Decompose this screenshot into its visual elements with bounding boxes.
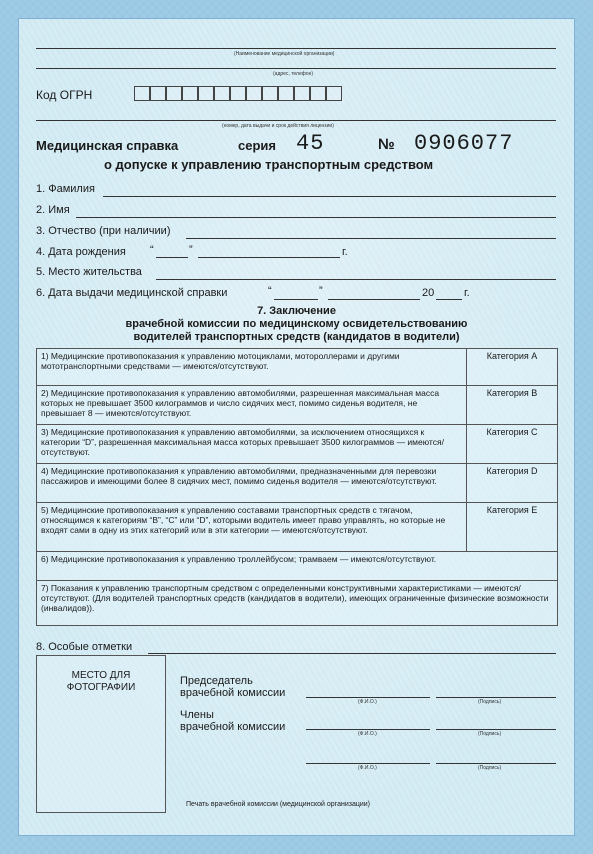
special-notes-line[interactable] [148, 653, 556, 654]
chairman-fio-caption: (Ф.И.О.) [358, 699, 377, 705]
categories-table [36, 348, 558, 626]
category-description: 5) Медицинские противопоказания к управлению составами транспортных средств с тягачом, относящимся к категориям “B”, “C” или “D”, которыми водитель имеет право управлять, но которые не входят сами в одну из этих категорий или в эти категории — имеются/отсутствуют. [37, 503, 467, 552]
table-row [37, 464, 558, 503]
table-row [37, 386, 558, 425]
birthdate-day-line[interactable] [156, 257, 188, 258]
field-birthdate-label: 4. Дата рождения [36, 246, 126, 258]
table-row [37, 503, 558, 552]
birthdate-month-year-line[interactable] [198, 257, 340, 258]
birthdate-year-suffix: г. [342, 246, 348, 258]
table-row [37, 581, 558, 626]
members-label-1: Члены [180, 709, 214, 721]
category-label: Категория A [467, 349, 558, 386]
ogrn-digit-box[interactable] [310, 86, 326, 101]
chairman-label-2: врачебной комиссии [180, 687, 286, 699]
member1-signature-line[interactable] [436, 729, 556, 730]
ogrn-digit-box[interactable] [166, 86, 182, 101]
member2-signature-line[interactable] [436, 763, 556, 764]
category-description: 2) Медицинские противопоказания к управлению автомобилями, разрешенная максимальная масса которых не превышает 3500 килограммов и число сидячих мест, помимо сиденья водителя, не превышает 8 — имеются/отсутствуют. [37, 386, 467, 425]
field-residence-line[interactable] [156, 279, 556, 280]
chairman-label-1: Председатель [180, 675, 253, 687]
field-patronymic-label: 3. Отчество (при наличии) [36, 225, 171, 237]
ogrn-digit-box[interactable] [278, 86, 294, 101]
issue-date-quote-close: ” [319, 285, 323, 297]
category-description: 4) Медицинские противопоказания к управлению автомобилями, предназначенными для перевозки пассажиров и имеющими более 8 сидячих мест, помимо сиденья водителя — имеются/отсутствуют. [37, 464, 467, 503]
org-name-line [36, 48, 556, 49]
photo-placeholder [36, 655, 166, 813]
doc-subtitle: о допуске к управлению транспортным средством [104, 157, 434, 172]
ogrn-digit-box[interactable] [150, 86, 166, 101]
special-notes-label: 8. Особые отметки [36, 641, 133, 653]
series-value: 45 [296, 131, 325, 156]
serial-number: 0906077 [414, 131, 514, 156]
issue-date-year-line[interactable] [436, 299, 462, 300]
field-patronymic-line[interactable] [186, 238, 556, 239]
conclusion-subheading-2: водителей транспортных средств (кандидатов в водители) [133, 331, 460, 343]
ogrn-digit-box[interactable] [230, 86, 246, 101]
category-label: Категория D [467, 464, 558, 503]
license-caption: (номер, дата выдачи и срок действия лицензии) [222, 123, 334, 129]
photo-label: МЕСТО ДЛЯ ФОТОГРАФИИ [66, 670, 136, 693]
issue-date-month-line[interactable] [328, 299, 420, 300]
ogrn-digit-box[interactable] [262, 86, 278, 101]
ogrn-digit-box[interactable] [294, 86, 310, 101]
table-row [37, 552, 558, 581]
category-label: Категория C [467, 425, 558, 464]
birthdate-quote-open: “ [150, 244, 154, 256]
ogrn-digit-box[interactable] [246, 86, 262, 101]
member1-fio-caption: (Ф.И.О.) [358, 731, 377, 737]
ogrn-digit-box[interactable] [134, 86, 150, 101]
ogrn-digit-box[interactable] [198, 86, 214, 101]
ogrn-digit-box[interactable] [326, 86, 342, 101]
member1-fio-line[interactable] [306, 729, 430, 730]
address-caption: (адрес, телефон) [273, 71, 314, 77]
trolley-row-text: 6) Медицинские противопоказания к управлению троллейбусом; трамваем — имеются/отсутствуют. [37, 552, 558, 581]
chairman-signature-line[interactable] [436, 697, 556, 698]
org-name-caption: (Наименование медицинской организации) [234, 51, 335, 57]
member2-fio-caption: (Ф.И.О.) [358, 765, 377, 771]
conclusion-subheading-1: врачебной комиссии по медицинскому освидетельствованию [125, 318, 468, 330]
field-name-label: 2. Имя [36, 204, 70, 216]
table-row [37, 349, 558, 386]
doc-title: Медицинская справка [36, 138, 179, 153]
issue-date-year-prefix: 20 [422, 287, 435, 299]
chairman-sign-caption: (Подпись) [478, 699, 502, 705]
issue-date-day-line[interactable] [274, 299, 318, 300]
field-residence-label: 5. Место жительства [36, 266, 142, 278]
member2-fio-line[interactable] [306, 763, 430, 764]
issue-date-year-suffix: г. [464, 287, 470, 299]
birthdate-quote-close: ” [189, 244, 193, 256]
indications-row-text: 7) Показания к управлению транспортным средством с определенными конструктивными характеристиками — имеются/отсутствуют. (Для водителей транспортных средств (кандидатов в водители), имеющих ограниченные физические возможности (инвалидов)). [37, 581, 558, 626]
stamp-caption: Печать врачебной комиссии (медицинской организации) [186, 801, 371, 808]
field-surname-line[interactable] [103, 196, 556, 197]
address-line [36, 68, 556, 69]
table-row [37, 425, 558, 464]
category-label: Категория E [467, 503, 558, 552]
field-surname-label: 1. Фамилия [36, 183, 95, 195]
member1-sign-caption: (Подпись) [478, 731, 502, 737]
license-line [36, 120, 556, 121]
category-description: 3) Медицинские противопоказания к управлению автомобилями, за исключением относящихся к категории “D”, разрешенная максимальная масса которых превышает 3500 килограммов — имеются/отсутствуют. [37, 425, 467, 464]
number-sign: № [378, 136, 395, 153]
members-label-2: врачебной комиссии [180, 721, 286, 733]
member2-sign-caption: (Подпись) [478, 765, 502, 771]
category-label: Категория B [467, 386, 558, 425]
chairman-fio-line[interactable] [306, 697, 430, 698]
series-label: серия [238, 138, 276, 153]
ogrn-digit-box[interactable] [214, 86, 230, 101]
ogrn-label: Код ОГРН [36, 88, 93, 102]
field-issue-date-label: 6. Дата выдачи медицинской справки [36, 287, 228, 299]
issue-date-quote-open: “ [268, 285, 272, 297]
category-description: 1) Медицинские противопоказания к управлению мотоциклами, мотороллерами и другими мототранспортными средствами — имеются/отсутствуют. [37, 349, 467, 386]
ogrn-digit-box[interactable] [182, 86, 198, 101]
field-name-line[interactable] [76, 217, 556, 218]
conclusion-heading: 7. Заключение [257, 305, 336, 317]
